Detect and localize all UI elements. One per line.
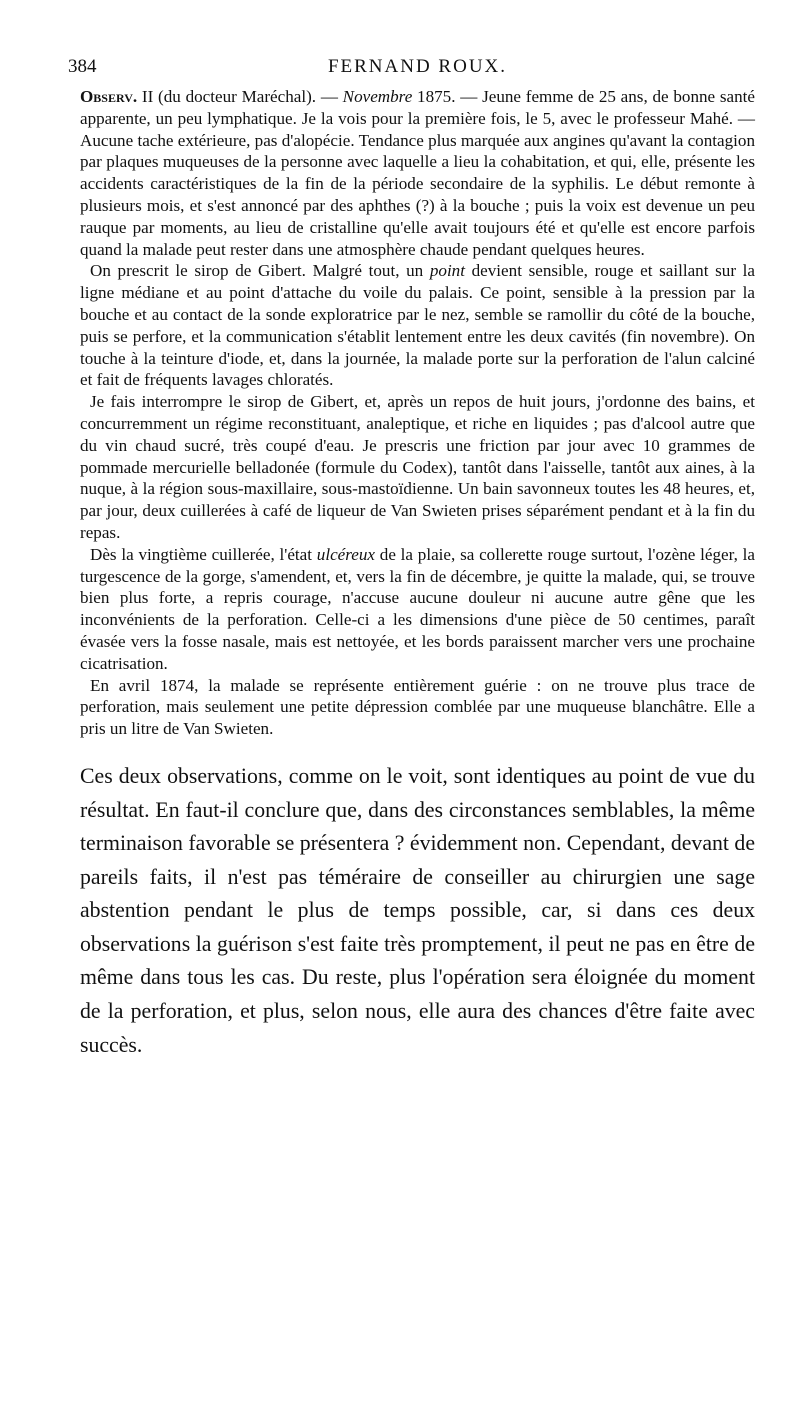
observation-p2-italic: point xyxy=(429,261,465,281)
observation-p1-text: 1875. — Jeune femme de 25 ans, de bonne santé apparente, un peu lymphatique. Je la vois pour la première fois, le 5, avec le professeur Mahé. — Aucune tache extérieure, pas d'alopécie. Tendance plus marquée aux angines qu'avant la contagion par plaques muqueuses de la personne avec laquelle a lieu la cohabitation, et qui, elle, présente les accidents caractéristiques de la fin de la période secondaire de la syphilis. Le début remonte à plusieurs mois, et s'est annoncé par des aphthes (?) à la bouche ; puis la voix est devenue un peu rauque par moments, au lieu de cristalline qu'elle avait toujours été et qu'elle est encore parfois quand la malade peut rester dans une atmosphère chaude pendant quelques heures. xyxy=(80,87,755,259)
page-header xyxy=(68,56,755,86)
observation-paragraph-2 xyxy=(80,260,755,391)
conclusion-paragraph: Ces deux observations, comme on le voit, sont identiques au point de vue du résultat. En faut-il conclure que, dans des circonstances semblables, la même terminaison favorable se présentera ? évidemment non. Cependant, devant de pareils faits, il n'est pas téméraire de conseiller au chirurgien une sage abstention pendant le plus de temps possible, car, si dans ces deux observations la guérison s'est faite très promptement, il peut ne pas en être de même dans tous les cas. Du reste, plus l'opération sera éloignée du moment de la perforation, et plus, selon nous, elle aura des chances d'être faite avec succès. xyxy=(80,763,755,1057)
observation-paragraph-1 xyxy=(80,86,755,260)
page-number: 384 xyxy=(68,56,97,77)
observation-date: Novembre xyxy=(342,87,413,106)
observation-p4-rest: de la plaie, sa collerette rouge surtout, l'ozène léger, la turgescence de la gorge, s'amendent, et, vers la fin de décembre, je quitte la malade, qui, se trouve bien plus forte, a repris courage, n'accuse aucune douleur ni aucune autre gêne que les inconvénients de la perforation. Celle-ci a les dimensions d'une pièce de 50 centimes, paraît évasée vers la fosse nasale, mais est nettoyée, et les bords paraissent marcher vers une prochaine cicatrisation. xyxy=(80,544,755,673)
observation-paragraph-5: En avril 1874, la malade se représente entièrement guérie : on ne trouve plus trace de perforation, mais seulement une petite dépression comblée par une muqueuse blanchâtre. Elle a pris un litre de Van Swieten. xyxy=(80,675,755,739)
observation-p2-start: On prescrit le sirop de Gibert. Malgré tout, un xyxy=(90,261,430,281)
running-title: FERNAND ROUX. xyxy=(327,56,508,77)
observation-paragraph-3: Je fais interrompre le sirop de Gibert, et, après un repos de huit jours, j'ordonne des bains, et concurremment un régime reconstituant, analeptique, et riche en liquides ; pas d'alcool autre que du vin chaud sucré, très coupé d'eau. Je prescris une friction par jour avec 10 grammes de pommade mercurielle belladonée (formule du Codex), tantôt dans l'aisselle, tantôt aux aines, à la nuque, à la région sous-maxillaire, sous-mastoïdienne. Un bain savonneux toutes les 48 heures, et, par jour, deux cuillerées à café de liqueur de Van Swieten prises séparément pendant et à la fin du repas. xyxy=(80,392,755,542)
conclusion-block xyxy=(80,760,755,1062)
observation-label: Observ. xyxy=(80,87,138,106)
observation-p4-italic: ulcéreux xyxy=(316,544,375,564)
book-page xyxy=(68,56,755,1062)
observation-p2-rest: devient sensible, rouge et saillant sur la ligne médiane et au point d'attache du voile du palais. Ce point, sensible à la pression par la bouche et au contact de la sonde exploratrice par le nez, semble se ramollir du côté de la bouche, puis se perfore, et la communication s'établit lentement entre les deux cavités (fin novembre). On touche à la teinture d'iode, et, dans la journée, la malade porte sur la perforation de l'alun calciné et fait de fréquents lavages chloratés. xyxy=(80,261,755,390)
observation-intro: II (du docteur Maréchal). — xyxy=(137,87,343,106)
observation-block xyxy=(80,86,755,740)
observation-p4-start: Dès la vingtième cuillerée, l'état xyxy=(90,544,317,564)
observation-paragraph-4 xyxy=(80,544,755,675)
